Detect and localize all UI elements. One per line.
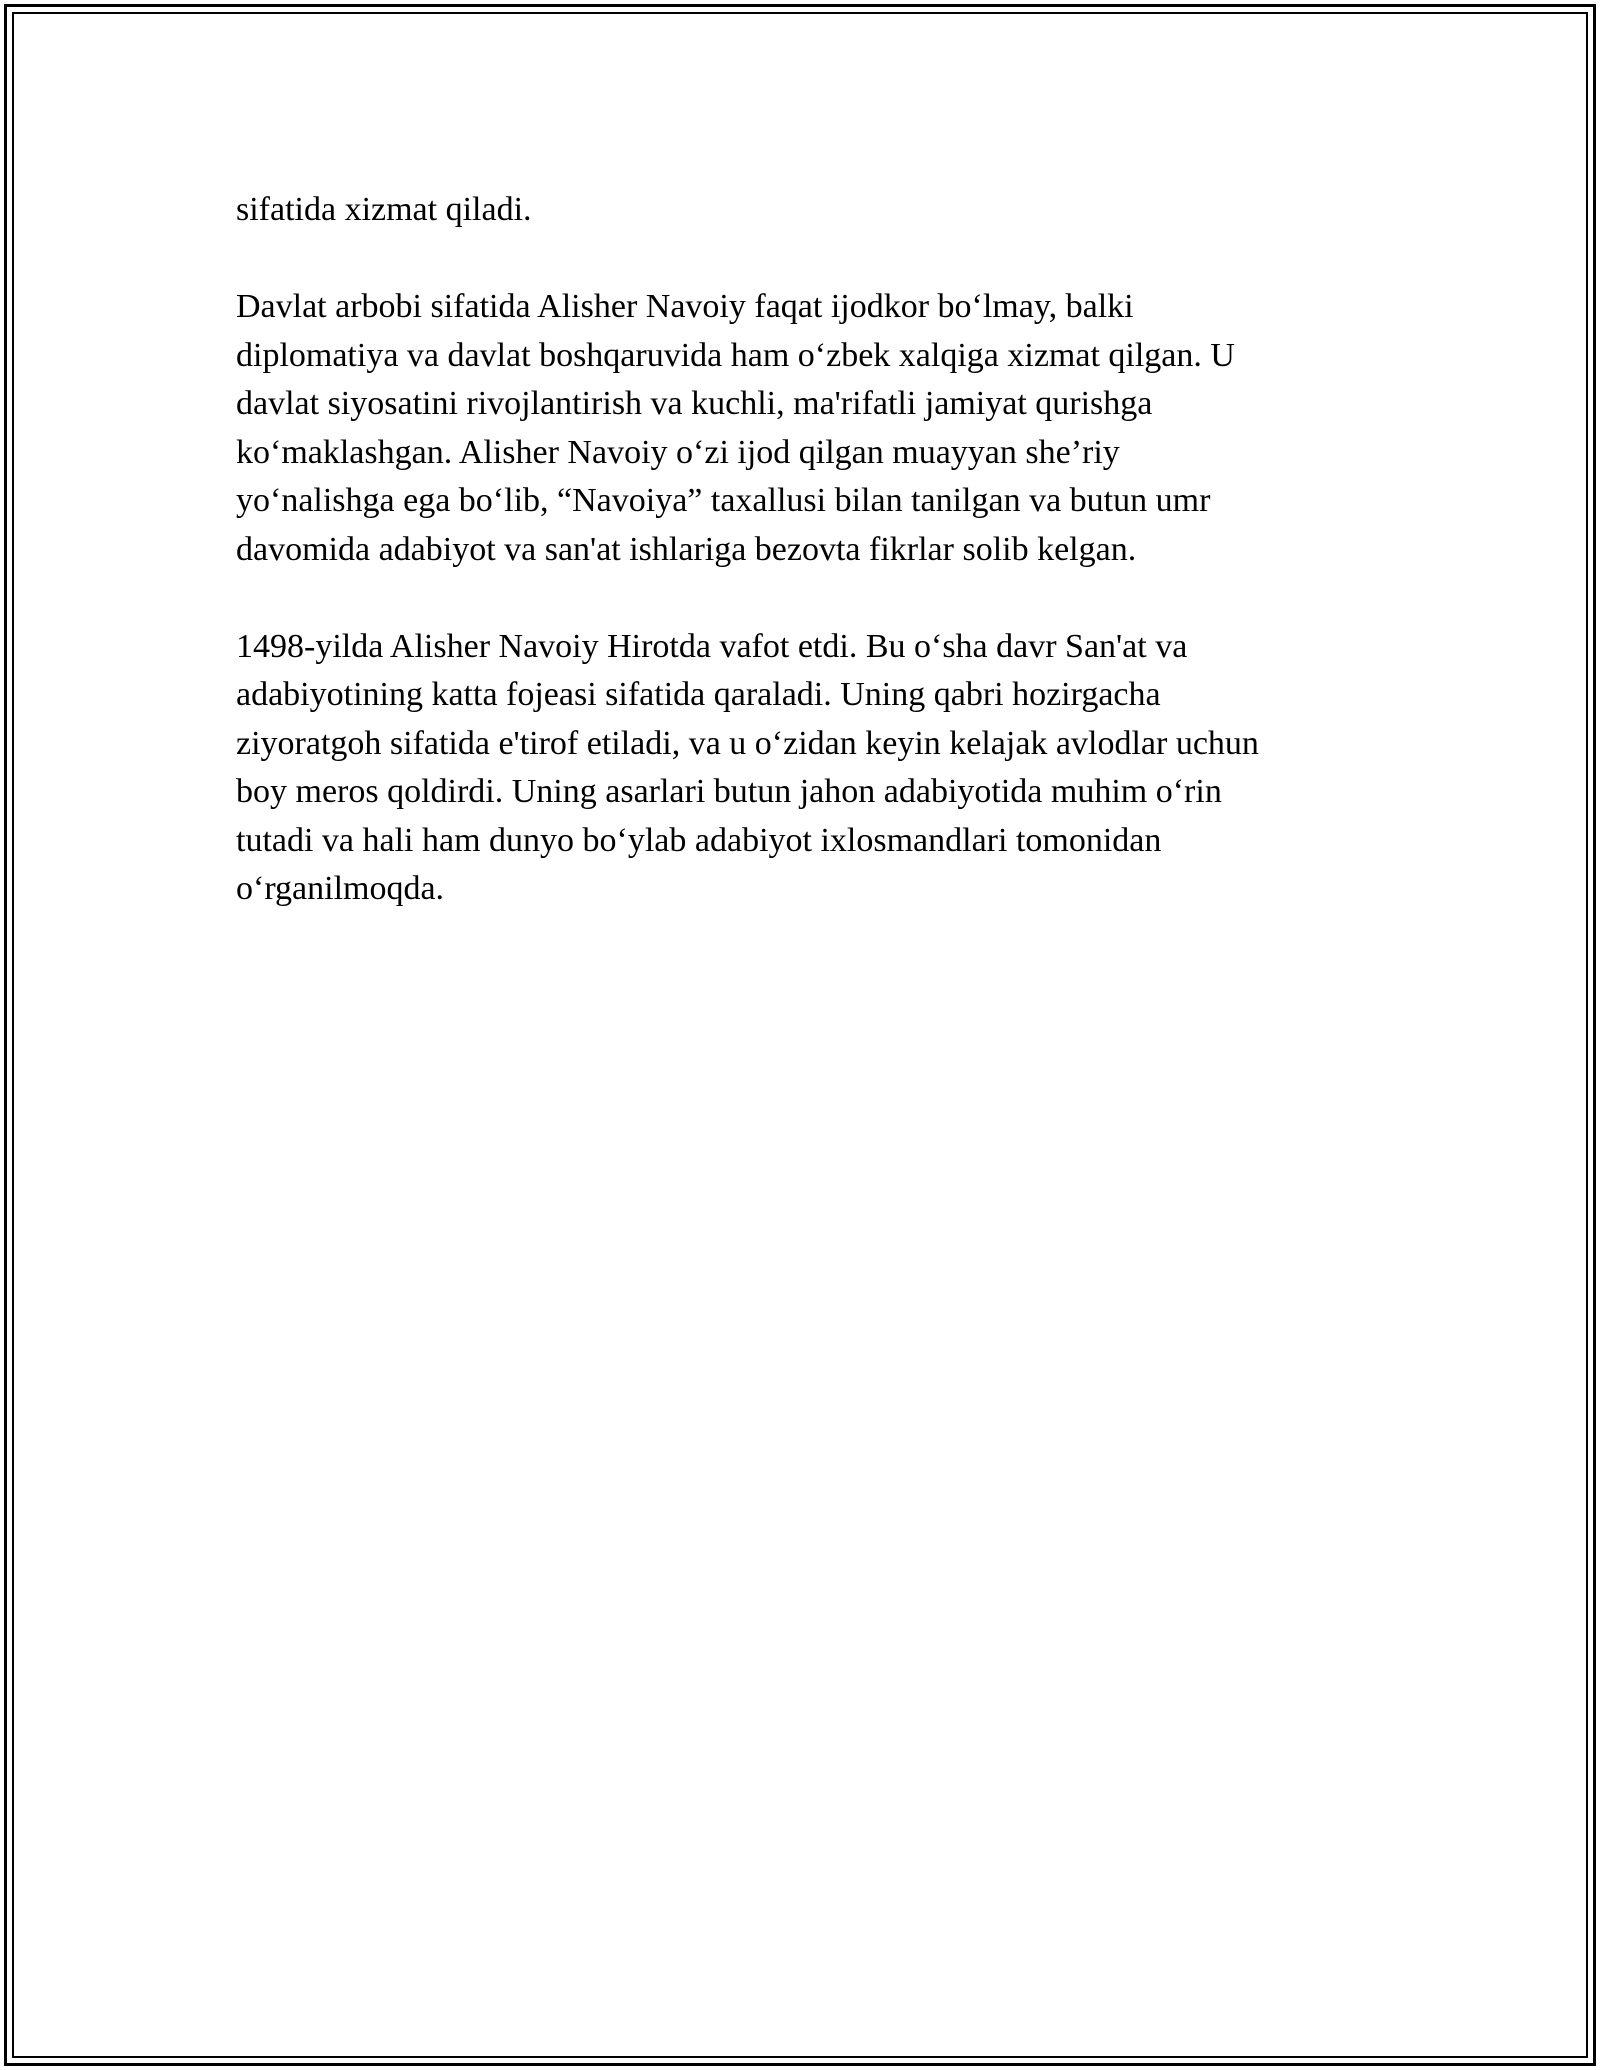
text-line: ko‘maklashgan. Alisher Navoiy o‘zi ijod qilgan muayyan she’riy [236, 433, 1120, 471]
text-line: 1498-yilda Alisher Navoiy Hirotda vafot etdi. Bu o‘sha davr San'at va [236, 627, 1188, 665]
paragraph-3 [236, 623, 1356, 914]
text-line: davlat siyosatini rivojlantirish va kuchli, ma'rifatli jamiyat qurishga [236, 385, 1153, 422]
text-line: tutadi va hali ham dunyo bo‘ylab adabiyot ixlosmandlari tomonidan [236, 821, 1162, 859]
paragraph-1 [236, 186, 1356, 235]
paragraph-2 [236, 283, 1356, 574]
document-body [236, 186, 1356, 962]
text-line: boy meros qoldirdi. Uning asarlari butun jahon adabiyotida muhim o‘rin [236, 773, 1222, 810]
text-line: Davlat arbobi sifatida Alisher Navoiy faqat ijodkor bo‘lmay, balki [236, 288, 1134, 325]
text-line: ziyoratgoh sifatida e'tirof etiladi, va u o‘zidan keyin kelajak avlodlar uchun [236, 724, 1259, 762]
text-line: o‘rganilmoqda. [236, 870, 445, 907]
text-line: sifatida xizmat qiladi. [236, 191, 532, 228]
text-line: davomida adabiyot va san'at ishlariga bezovta fikrlar solib kelgan. [236, 530, 1137, 568]
text-line: diplomatiya va davlat boshqaruvida ham o‘zbek xalqiga xizmat qilgan. U [236, 336, 1235, 374]
text-line: yo‘nalishga ega bo‘lib, “Navoiya” taxallusi bilan tanilgan va butun umr [236, 482, 1211, 519]
text-line: adabiyotining katta fojeasi sifatida qaraladi. Uning qabri hozirgacha [236, 676, 1161, 713]
